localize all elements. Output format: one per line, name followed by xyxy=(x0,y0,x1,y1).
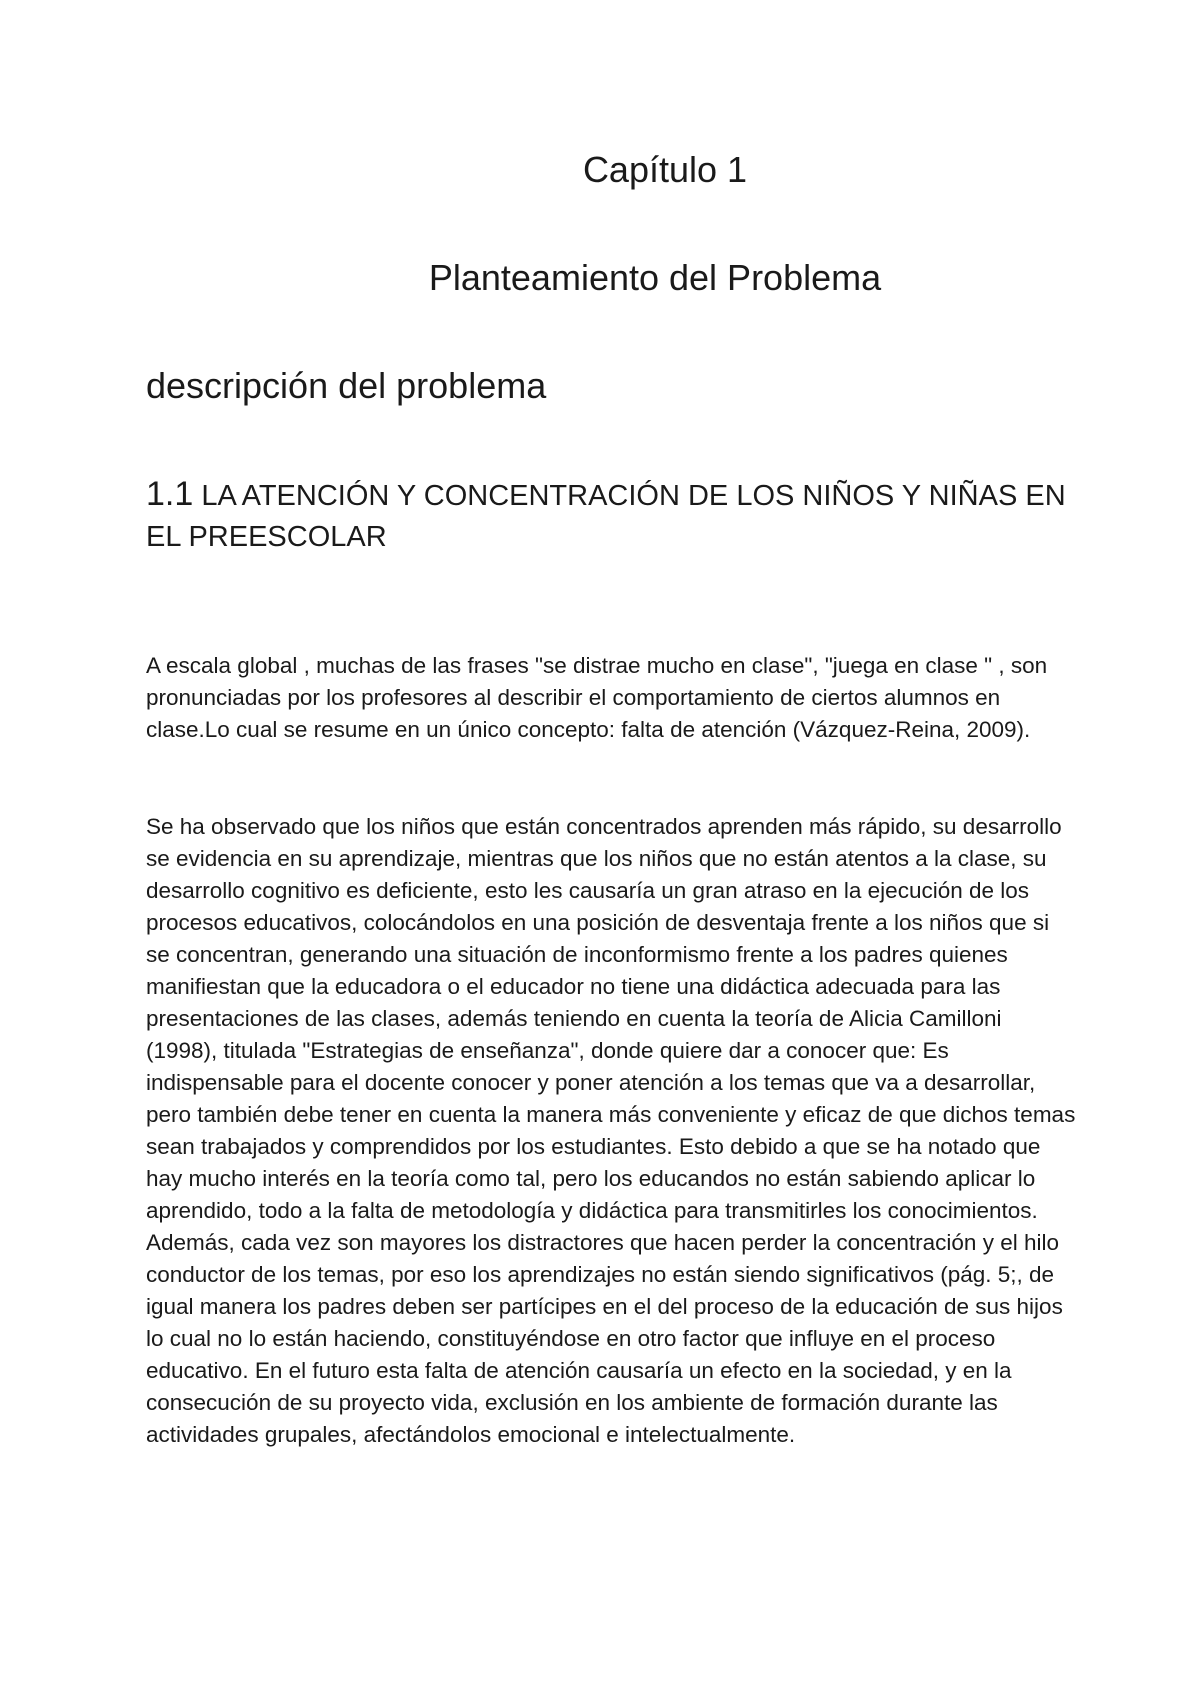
subsection-number: 1.1 xyxy=(146,475,194,513)
subsection-title: LA ATENCIÓN Y CONCENTRACIÓN DE LOS NIÑOS Y NIÑAS EN EL PREESCOLAR xyxy=(146,480,1066,553)
paragraph-intro: A escala global , muchas de las frases "se distrae mucho en clase", "juega en clase " , son pronunciadas por los profesores al describir el comportamiento de ciertos alumnos en clase.Lo cual se resume en un único concepto: falta de atención (Vázquez-Reina, 2009). xyxy=(146,653,1048,742)
chapter-title: Capítulo 1 xyxy=(582,149,748,190)
paragraph-main: Se ha observado que los niños que están concentrados aprenden más rápido, su desarrollo se evidencia en su aprendizaje, mientras que los niños que no están atentos a la clase, su desarrollo cognitivo es deficiente, esto les causaría un gran atraso en la ejecución de los procesos educativos, colocándolos en una posición de desventaja frente a los niños que si se concentran, generando una situación de inconformismo frente a los padres quienes manifiestan que la educadora o el educador no tiene una didáctica adecuada para las presentaciones de las clases, además teniendo en cuenta la teoría de Alicia Camilloni (1998), titulada "Estrategias de enseñanza", donde quiere dar a conocer que: Es indispensable para el docente conocer y poner atención a los temas que va a desarrollar, pero también debe tener en cuenta la manera más conveniente y eficaz de que dichos temas sean trabajados y comprendidos por los estudiantes. Esto debido a que se ha notado que hay mucho interés en la teoría como tal, pero los educandos no están sabiendo aplicar lo aprendido, todo a la falta de metodología y didáctica para transmitirles los conocimientos. Además, cada vez son mayores los distractores que hacen perder la concentración y el hilo conductor de los temas, por eso los aprendizajes no están siendo significativos (pág. 5;, de igual manera los padres deben ser partícipes en el del proceso de la educación de sus hijos lo cual no lo están haciendo, constituyéndose en otro factor que influye en el proceso educativo. En el futuro esta falta de atención causaría un efecto en la sociedad, y en la consecución de su proyecto vida, exclusión en los ambiente de formación durante las actividades grupales, afectándolos emocional e intelectualmente. xyxy=(146,814,1076,1447)
section-heading: descripción del problema xyxy=(146,365,547,406)
chapter-subtitle: Planteamiento del Problema xyxy=(428,257,882,298)
subsection-heading xyxy=(146,474,1076,558)
